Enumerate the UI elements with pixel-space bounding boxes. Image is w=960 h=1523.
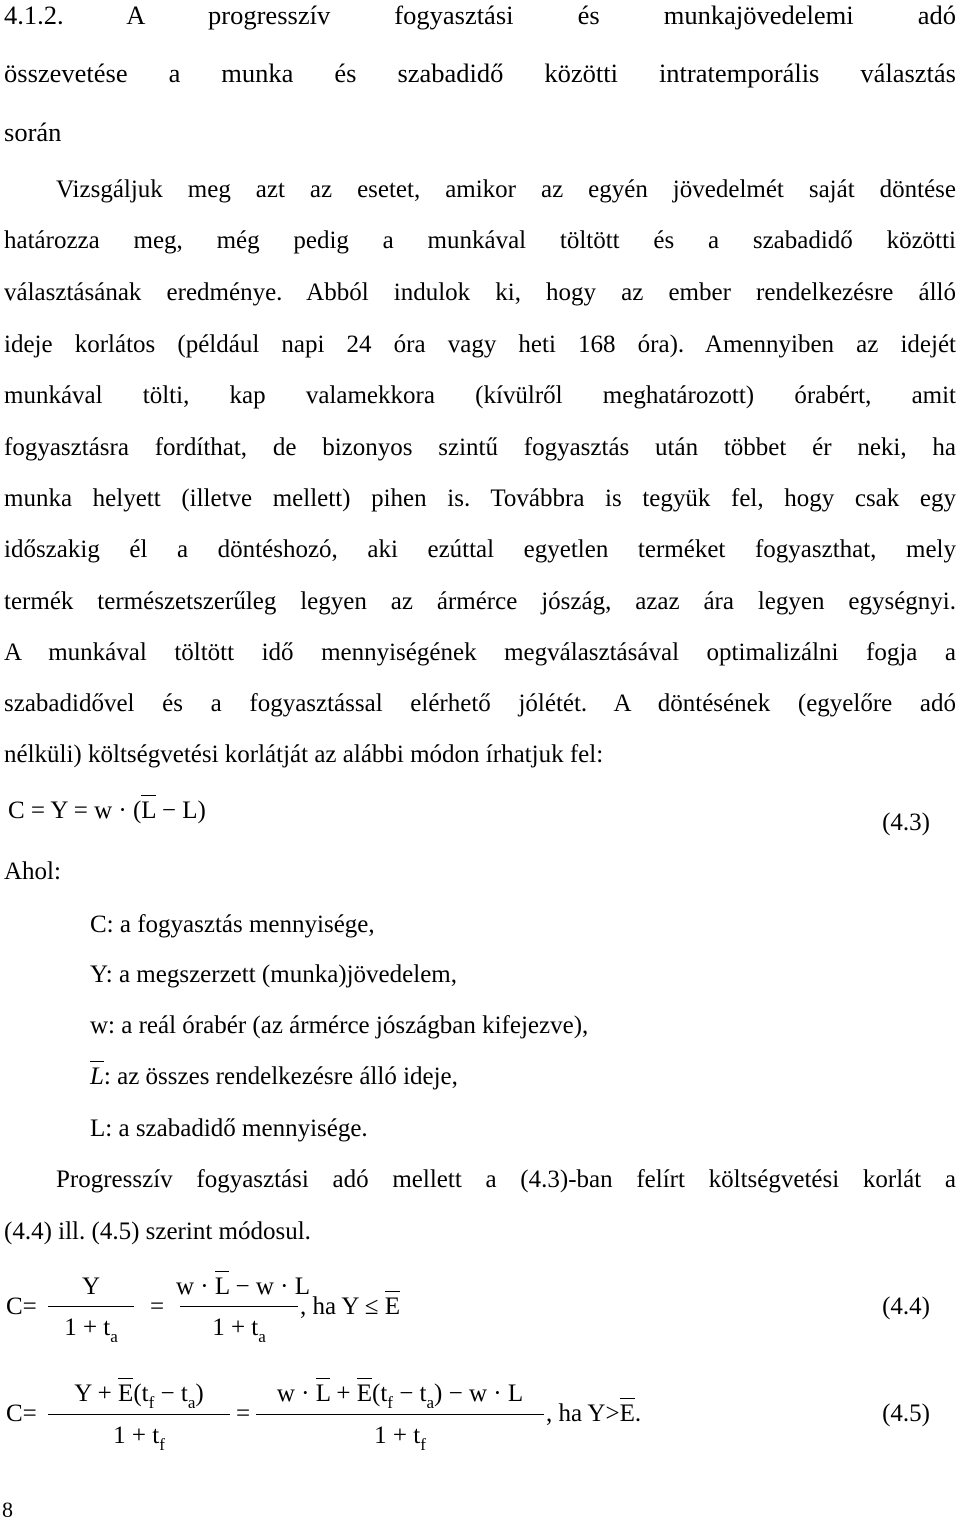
definition-w: w: a reál órabér (az ármérce jószágban kifejezve), <box>90 1012 589 1039</box>
overline-e: E <box>118 1380 134 1407</box>
eq-text: − L) <box>155 797 206 824</box>
overline-l: L <box>90 1063 104 1090</box>
eq-text: C = Y = w · ( <box>8 797 142 824</box>
fraction-bar <box>48 1306 134 1307</box>
equation-4-3-body <box>8 796 206 826</box>
fraction-numerator <box>254 1379 546 1411</box>
fraction-bar <box>48 1414 230 1415</box>
subscript: a <box>426 1393 435 1412</box>
eq-text: + <box>330 1380 357 1407</box>
eq-text: − w · L <box>229 1273 310 1300</box>
eq-text: (t <box>372 1380 388 1407</box>
fraction-denominator <box>44 1421 234 1453</box>
text-line: határozza meg, még pedig a munkával töltött és a szabadidő közötti <box>4 227 956 254</box>
text-line: időszakig él a döntéshozó, aki ezúttal egyetlen terméket fogyaszthat, mely <box>4 536 956 563</box>
eq-lhs: C= <box>6 1293 37 1320</box>
eq-text: − t <box>154 1380 188 1407</box>
fraction-bar <box>256 1414 544 1415</box>
equation-number: (4.3) <box>882 809 930 836</box>
overline-l: L <box>315 1380 331 1407</box>
eq-text: ) <box>195 1380 204 1407</box>
heading-line-1: 4.1.2. A progresszív fogyasztási és munkajövedelemi adó <box>4 0 956 30</box>
definition-lbar-text: : az összes rendelkezésre álló ideje, <box>103 1063 458 1090</box>
text-line: választásának eredménye. Abból indulok ki, hogy az ember rendelkezésre álló <box>4 279 956 306</box>
fraction-denominator <box>176 1313 302 1345</box>
subscript: f <box>420 1435 426 1454</box>
eq-text: 1 + t <box>64 1314 111 1341</box>
fraction-numerator <box>176 1272 310 1302</box>
text-line: A munkával töltött idő mennyiségének megválasztásával optimalizálni fogja a <box>4 639 956 666</box>
eq-text: , ha Y> <box>546 1400 620 1427</box>
definition-l: L: a szabadidő mennyisége. <box>90 1115 368 1142</box>
heading-line-2: összevetése a munka és szabadidő közötti intratemporális választás <box>4 58 956 88</box>
text-line: fogyasztásra fordíthat, de bizonyos szintű fogyasztás után többet ér neki, ha <box>4 434 956 461</box>
equation-number: (4.5) <box>882 1400 930 1427</box>
text-line: termék természetszerűleg legyen az ármérce jószág, azaz ára legyen egységnyi. <box>4 588 956 615</box>
subscript: f <box>387 1393 393 1412</box>
eq-text: w · <box>176 1273 215 1300</box>
fraction-numerator: Y <box>81 1273 101 1300</box>
overline-l: L <box>141 797 156 824</box>
equation-number: (4.4) <box>882 1293 930 1320</box>
text-line: szabadidővel és a fogyasztással elérhető jólétét. A döntésének (egyelőre adó <box>4 690 956 717</box>
subscript: a <box>258 1327 266 1346</box>
page-number: 8 <box>2 1497 13 1522</box>
eq-equals: = <box>150 1293 165 1320</box>
text-line: nélküli) költségvetési korlátját az alábbi módon írhatjuk fel: <box>4 741 604 768</box>
overline-e: E <box>619 1400 635 1427</box>
where-label: Ahol: <box>4 858 61 885</box>
eq-condition <box>546 1399 641 1429</box>
eq-text: 1 + t <box>212 1314 259 1341</box>
definition-c: C: a fogyasztás mennyisége, <box>90 911 375 938</box>
subscript: a <box>187 1393 196 1412</box>
eq-text: − t <box>392 1380 427 1407</box>
subscript: f <box>148 1393 155 1412</box>
eq-text: ) − w · L <box>434 1380 524 1407</box>
text-line: munkával tölti, kap valamekkora (kívülről meghatározott) órabért, amit <box>4 382 956 409</box>
eq-text: 1 + t <box>374 1422 421 1449</box>
eq-text: w · <box>276 1380 316 1407</box>
overline-e: E <box>384 1293 401 1320</box>
eq-lhs: C= <box>6 1400 37 1427</box>
eq-text: Y + <box>74 1380 119 1407</box>
eq-text: . <box>634 1400 642 1427</box>
eq-text: (t <box>133 1380 149 1407</box>
text-line: ideje korlátos (például napi 24 óra vagy heti 168 óra). Amennyiben az idejét <box>4 331 956 358</box>
fraction-denominator <box>46 1313 136 1345</box>
subscript: a <box>110 1327 118 1346</box>
eq-equals: = <box>236 1400 251 1427</box>
fraction-denominator <box>254 1421 546 1453</box>
text-line: Progresszív fogyasztási adó mellett a (4.3)-ban felírt költségvetési korlát a <box>56 1166 956 1193</box>
definition-y: Y: a megszerzett (munka)jövedelem, <box>90 961 457 988</box>
fraction-numerator <box>44 1379 234 1411</box>
eq-text: , ha Y ≤ <box>300 1293 385 1320</box>
subscript: f <box>159 1435 165 1454</box>
eq-condition <box>300 1292 400 1322</box>
fraction-bar <box>180 1306 298 1307</box>
eq-text: 1 + t <box>113 1422 160 1449</box>
text-line: (4.4) ill. (4.5) szerint módosul. <box>4 1218 311 1245</box>
definition-lbar <box>90 1062 950 1092</box>
text-line: Vizsgáljuk meg azt az esetet, amikor az egyén jövedelmét saját döntése <box>56 176 956 203</box>
overline-e: E <box>356 1380 372 1407</box>
overline-l: L <box>214 1273 230 1300</box>
text-line: munka helyett (illetve mellett) pihen is. Továbbra is tegyük fel, hogy csak egy <box>4 485 956 512</box>
heading-line-3: során <box>4 117 62 147</box>
